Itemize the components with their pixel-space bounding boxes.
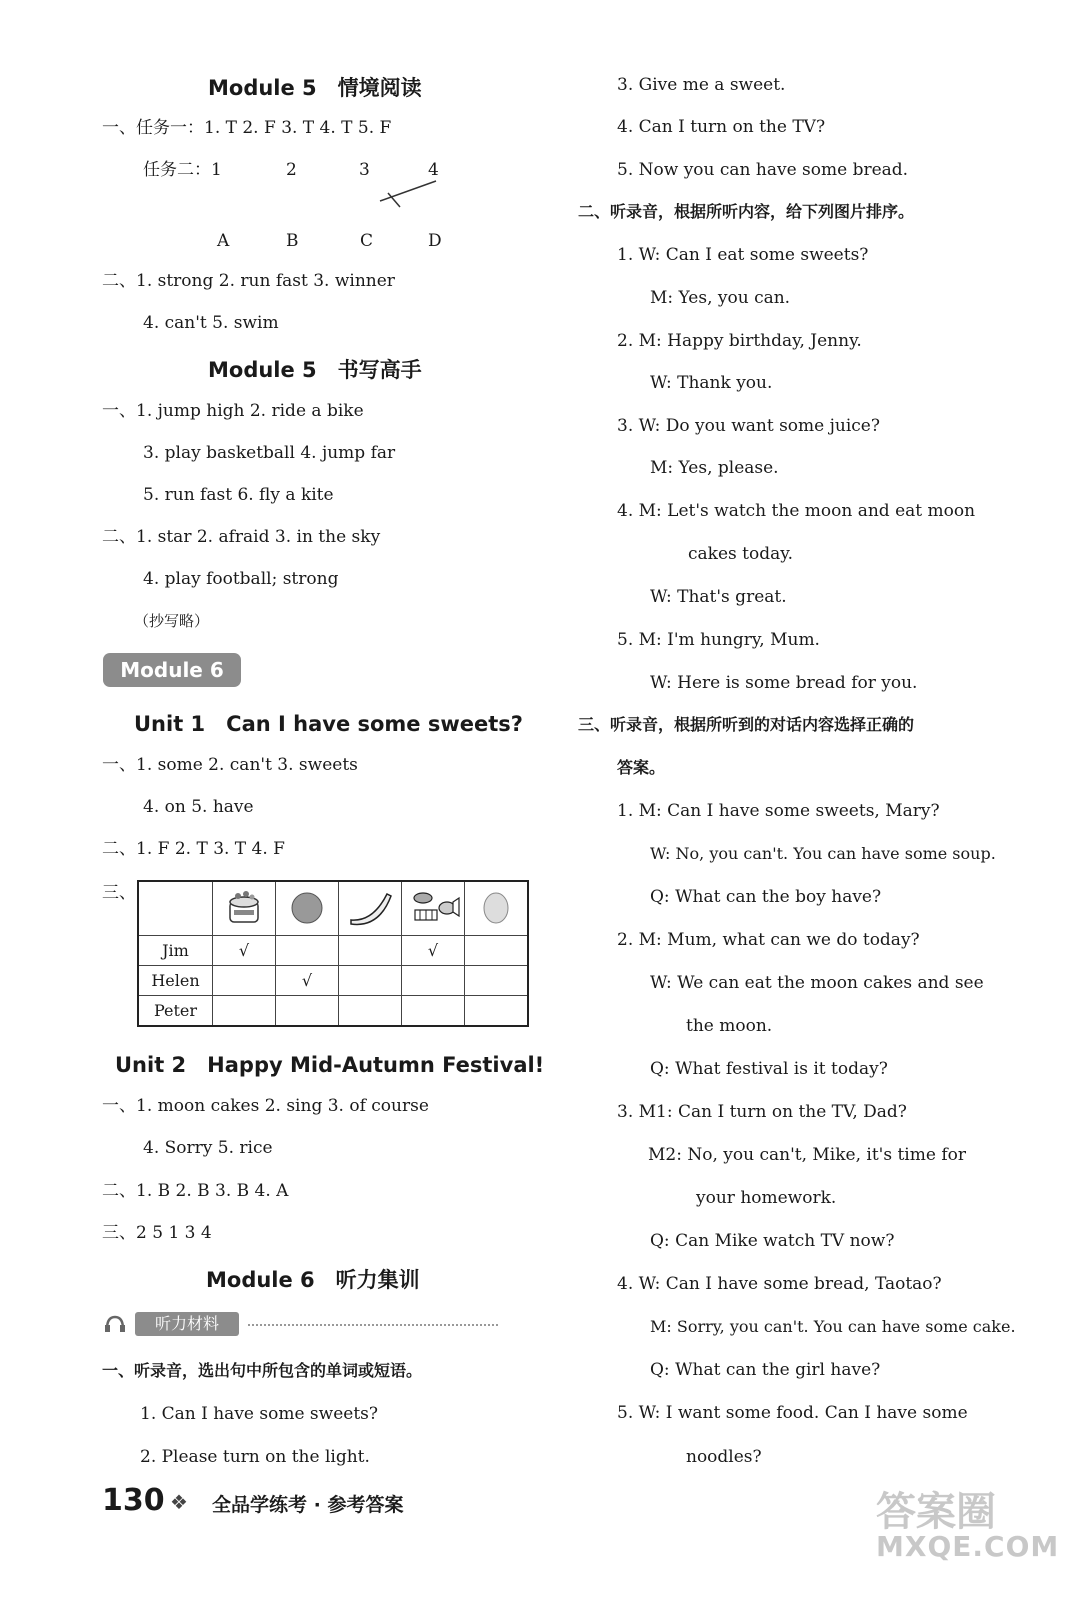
task2-letter: B bbox=[286, 231, 299, 251]
module6-badge: Module 6 bbox=[103, 653, 241, 687]
dialogue-line: 4. W: Can I have some bread, Taotao? bbox=[617, 1274, 942, 1294]
watermark-url: MXQE.COM bbox=[876, 1530, 1060, 1563]
dialogue-line: 1. M: Can I have some sweets, Mary? bbox=[617, 801, 940, 821]
listening-part1-item: 5. Now you can have some bread. bbox=[617, 160, 909, 180]
egg-icon bbox=[476, 886, 516, 928]
check-cell bbox=[276, 936, 339, 966]
reading-task1-answers: 一、任务一：1. T 2. F 3. T 4. T 5. F bbox=[102, 118, 392, 138]
task2-letter: C bbox=[360, 231, 374, 251]
unit2-part1-line1: 一、1. moon cakes 2. sing 3. of course bbox=[102, 1096, 429, 1116]
module5-reading-title: Module 5 情境阅读 bbox=[208, 76, 422, 100]
module5-writing-title: Module 5 书写高手 bbox=[208, 358, 422, 382]
listening-part1-item: 2. Please turn on the light. bbox=[140, 1447, 370, 1467]
dotted-divider bbox=[248, 1324, 498, 1326]
dialogue-line: 2. M: Mum, what can we do today? bbox=[617, 930, 920, 950]
writing-part1-line2: 3. play basketball 4. jump far bbox=[143, 443, 396, 463]
dialogue-question: Q: What can the boy have? bbox=[650, 887, 882, 907]
dialogue-line: 2. M: Happy birthday, Jenny. bbox=[617, 331, 862, 351]
dialogue-question: Q: What festival is it today? bbox=[650, 1059, 888, 1079]
dialogue-line: 4. M: Let's watch the moon and eat moon bbox=[617, 501, 976, 521]
dialogue-line: M2: No, you can't, Mike, it's time for bbox=[648, 1145, 966, 1165]
listening-material-tag: 听力材料 bbox=[135, 1312, 239, 1336]
listening-part1-item: 3. Give me a sweet. bbox=[617, 75, 786, 95]
task2-letter: D bbox=[428, 231, 442, 251]
dialogue-line: W: We can eat the moon cakes and see bbox=[650, 973, 984, 993]
table-corner bbox=[138, 881, 213, 936]
copy-omitted-note: （抄写略） bbox=[134, 612, 210, 630]
writing-part1-line1: 一、1. jump high 2. ride a bike bbox=[102, 401, 364, 421]
unit2-part1-line2: 4. Sorry 5. rice bbox=[143, 1138, 273, 1158]
unit2-part2: 二、1. B 2. B 3. B 4. A bbox=[102, 1181, 289, 1201]
reading-part2-line1: 二、1. strong 2. run fast 3. winner bbox=[102, 271, 395, 291]
row-name: Jim bbox=[138, 936, 213, 966]
unit2-part3: 三、2 5 1 3 4 bbox=[102, 1223, 212, 1243]
unit2-title: Unit 2 Happy Mid-Autumn Festival! bbox=[115, 1053, 545, 1077]
listening-part2-title: 二、听录音，根据所听内容，给下列图片排序。 bbox=[578, 202, 915, 221]
listening-part3-title: 三、听录音，根据所听到的对话内容选择正确的 bbox=[578, 715, 915, 734]
check-cell: √ bbox=[213, 936, 276, 966]
unit1-part2: 二、1. F 2. T 3. T 4. F bbox=[102, 839, 285, 859]
table-pic-cell bbox=[276, 881, 339, 936]
task2-num: 2 bbox=[286, 160, 297, 180]
check-cell bbox=[339, 966, 402, 996]
module6-listening-title: Module 6 听力集训 bbox=[206, 1268, 420, 1292]
check-cell: √ bbox=[402, 936, 465, 966]
task2-num: 3 bbox=[359, 160, 370, 180]
check-cell: √ bbox=[276, 966, 339, 996]
unit1-part1-line2: 4. on 5. have bbox=[143, 797, 254, 817]
reading-task2-label: 任务二：1 bbox=[143, 160, 222, 180]
dialogue-line: W: No, you can't. You can have some soup. bbox=[650, 844, 996, 863]
dialogue-line: the moon. bbox=[686, 1016, 773, 1036]
check-cell bbox=[465, 966, 529, 996]
task2-letter: A bbox=[217, 231, 230, 251]
dialogue-line: M: Yes, please. bbox=[650, 458, 779, 478]
page-number: 130 bbox=[102, 1483, 165, 1518]
dialogue-line: W: That's great. bbox=[650, 587, 787, 607]
task2-num: 4 bbox=[428, 160, 439, 180]
writing-part2-line2: 4. play football; strong bbox=[143, 569, 339, 589]
dialogue-line: noodles? bbox=[686, 1447, 762, 1467]
unit1-part1-line1: 一、1. some 2. can't 3. sweets bbox=[102, 755, 358, 775]
book-title: 全品学练考 · 参考答案 bbox=[212, 1494, 404, 1516]
diamond-icon: ❖ bbox=[170, 1490, 188, 1514]
writing-part1-line3: 5. run fast 6. fly a kite bbox=[143, 485, 334, 505]
headphones-icon bbox=[104, 1314, 126, 1334]
row-name: Peter bbox=[138, 996, 213, 1027]
dialogue-line: 3. W: Do you want some juice? bbox=[617, 416, 880, 436]
dialogue-question: Q: Can Mike watch TV now? bbox=[650, 1231, 895, 1251]
sweets-icon bbox=[405, 886, 461, 928]
check-cell bbox=[339, 996, 402, 1027]
unit1-title: Unit 1 Can I have some sweets? bbox=[134, 712, 523, 736]
listening-part1-title: 一、听录音，选出句中所包含的单词或短语。 bbox=[102, 1361, 423, 1380]
dialogue-line: W: Here is some bread for you. bbox=[650, 673, 918, 693]
table-pic-cell bbox=[213, 881, 276, 936]
table-pic-cell bbox=[465, 881, 529, 936]
writing-part2-line1: 二、1. star 2. afraid 3. in the sky bbox=[102, 527, 381, 547]
dialogue-question: Q: What can the girl have? bbox=[650, 1360, 881, 1380]
check-cell bbox=[402, 996, 465, 1027]
dialogue-line: cakes today. bbox=[688, 544, 793, 564]
check-cell bbox=[465, 996, 529, 1027]
dialogue-line: M: Yes, you can. bbox=[650, 288, 791, 308]
check-cell bbox=[213, 966, 276, 996]
reading-part2-line2: 4. can't 5. swim bbox=[143, 313, 279, 333]
listening-part1-item: 1. Can I have some sweets? bbox=[140, 1404, 378, 1424]
table-pic-cell bbox=[339, 881, 402, 936]
row-name: Helen bbox=[138, 966, 213, 996]
dialogue-line: 1. W: Can I eat some sweets? bbox=[617, 245, 869, 265]
check-cell bbox=[465, 936, 529, 966]
check-cell bbox=[402, 966, 465, 996]
check-cell bbox=[276, 996, 339, 1027]
check-cell bbox=[213, 996, 276, 1027]
dialogue-line: M: Sorry, you can't. You can have some cake. bbox=[650, 1317, 1016, 1336]
watermark-logo: 答案圈 bbox=[876, 1489, 996, 1535]
matching-lines bbox=[370, 175, 450, 211]
cake-icon bbox=[224, 886, 264, 928]
listening-part1-item: 4. Can I turn on the TV? bbox=[617, 117, 826, 137]
food-check-table bbox=[137, 880, 529, 1027]
dialogue-line: 5. M: I'm hungry, Mum. bbox=[617, 630, 820, 650]
dialogue-line: W: Thank you. bbox=[650, 373, 773, 393]
dialogue-line: 5. W: I want some food. Can I have some bbox=[617, 1403, 968, 1423]
dialogue-line: 3. M1: Can I turn on the TV, Dad? bbox=[617, 1102, 907, 1122]
unit1-part3-label: 三、 bbox=[102, 883, 136, 903]
check-cell bbox=[339, 936, 402, 966]
orange-icon bbox=[287, 886, 327, 928]
table-pic-cell bbox=[402, 881, 465, 936]
banana-icon bbox=[345, 886, 395, 928]
dialogue-line: your homework. bbox=[696, 1188, 837, 1208]
listening-part3-title-cont: 答案。 bbox=[617, 758, 666, 777]
